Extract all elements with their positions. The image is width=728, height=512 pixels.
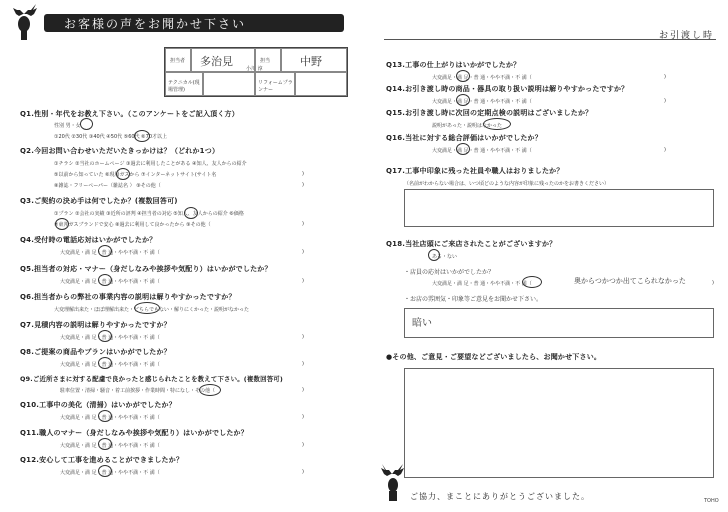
q18-close-paren: ) xyxy=(712,280,714,286)
question-q5: Q5.担当者の対応・マナー（身だしなみや挨拶や気配り）はいかがでしたか？ xyxy=(20,265,272,273)
reform-label: リフォームプランナー xyxy=(258,80,293,93)
staff-table xyxy=(164,47,348,97)
q5-close-paren: ) xyxy=(302,278,304,284)
q11-close-paren: ) xyxy=(302,442,304,448)
q18-answer-box xyxy=(404,308,714,338)
page-title: お客様の声をお聞かせ下さい xyxy=(64,17,247,31)
q10-scale: 大変満足・満 足・普 通・やや不満・不 満（ xyxy=(60,415,160,421)
q18-scale: 大変満足・満 足・普 通・やや不満・不 満（ xyxy=(432,281,532,287)
q13-scale: 大変満足・満 足・普 通・やや不満・不 満（ xyxy=(432,75,532,81)
tech-handwritten: 中野 xyxy=(300,55,322,68)
q18-sub2: ・お店の雰囲気・印象等ご意見をお聞かせ下さい。 xyxy=(404,296,543,303)
right-title-divider xyxy=(384,39,716,40)
q1-ages: ①20代 ②30代 ③40代 ④50代 ⑤60代 ⑥70才以上 xyxy=(54,134,168,140)
q3-circle-1 xyxy=(184,207,198,219)
sales-label: 担当者 xyxy=(170,58,186,64)
q8-circle xyxy=(98,357,112,369)
q7-circle xyxy=(98,330,112,342)
question-q2: Q2.今回お問い合わせいただいたきっかけは？（どれか1つ） xyxy=(20,147,220,155)
q2-close-paren-2: ) xyxy=(302,182,304,188)
q14-circle xyxy=(456,94,470,106)
other-comments-box xyxy=(404,368,714,478)
page-code: TOHO xyxy=(704,498,719,504)
tech-label: テクニカル(現場管理) xyxy=(168,80,200,93)
q13-circle xyxy=(456,70,470,82)
q3-options-2: ⑦東邦ガスブランドで安心 ⑧過去に利用して良かったから ⑨その他（ xyxy=(54,222,211,228)
q16-scale: 大変満足・満 足・普 通・やや不満・不 満（ xyxy=(432,148,532,154)
deer-footer-icon xyxy=(376,462,410,502)
q18-handwritten: 奥からつかつか出てこられなかった xyxy=(574,277,686,285)
q15-circle xyxy=(483,118,511,130)
q2-circle xyxy=(116,168,130,180)
q2-options-1: ①チラシ ②当社のホームページ ③過去に利用したことがある ④知人、友人からの紹介 xyxy=(54,161,247,167)
q9-options: 駐車位置・清掃・騒音・着工前挨拶・作業時間・特になし・その他（ xyxy=(60,388,216,394)
sales-handwritten: 多治見 xyxy=(200,55,233,68)
staff-tech-label-cell xyxy=(255,48,281,72)
thanks-message: ご協力、まことにありがとうございました。 xyxy=(410,492,590,501)
q18-scale-circle xyxy=(522,276,542,288)
staff-tech-name-cell xyxy=(281,48,347,72)
q9-circle xyxy=(199,384,221,396)
q8-close-paren: ) xyxy=(302,361,304,367)
q5-scale: 大変満足・満 足・普 通・やや不満・不 満（ xyxy=(60,279,160,285)
q9-close-paren: ) xyxy=(302,387,304,393)
q3-close-paren: ) xyxy=(302,221,304,227)
question-q4: Q4.受付時の電話応対はいかがでしたか？ xyxy=(20,236,157,244)
q1-age-circle xyxy=(134,130,150,142)
q7-scale: 大変満足・満 足・普 通・やや不満・不 満（ xyxy=(60,335,160,341)
q2-close-paren-1: ) xyxy=(302,171,304,177)
deer-logo-icon xyxy=(4,2,44,42)
q7-close-paren: ) xyxy=(302,334,304,340)
q11-scale: 大変満足・満 足・普 通・やや不満・不 満（ xyxy=(60,443,160,449)
q13-close-paren: ) xyxy=(664,74,666,80)
q12-scale: 大変満足・満 足・普 通・やや不満・不 満（ xyxy=(60,470,160,476)
question-q3: Q3.ご契約の決め手は何でしたか？(複数回答可) xyxy=(20,197,178,205)
q8-scale: 大変満足・満 足・普 通・やや不満・不 満（ xyxy=(60,362,160,368)
q17-answer-box xyxy=(404,189,714,227)
q18-circle xyxy=(428,249,440,261)
q6-options: 大変理解出来た・ほぼ理解出来た・どちらでもない・解りにくかった・説明がなかった xyxy=(54,307,249,313)
q18-sub1: ・店員の応対はいかがでしたか？ xyxy=(404,269,495,276)
staff-reform-cell xyxy=(255,72,295,96)
q4-close-paren: ) xyxy=(302,249,304,255)
question-q10: Q10.工事中の美化（清掃）はいかがでしたか？ xyxy=(20,401,176,409)
question-q11: Q11.職人のマナー（身だしなみや挨拶や気配り）はいかがでしたか？ xyxy=(20,429,248,437)
q14-close-paren: ) xyxy=(664,98,666,104)
q1-gender-circle xyxy=(80,118,93,130)
staff-sales-name-cell xyxy=(191,48,263,72)
q10-circle xyxy=(98,410,112,422)
q16-close-paren: ) xyxy=(664,147,666,153)
question-q1: Q1.性別・年代をお教え下さい。（このアンケートをご記入頂く方） xyxy=(20,110,239,118)
question-q8: Q8.ご提案の商品やプランはいかがでしたか？ xyxy=(20,348,171,356)
question-q14: Q14.お引き渡し時の商品・器具の取り扱い説明は解りやすかったですか？ xyxy=(386,85,629,93)
question-q6: Q6.担当者からの弊社の事業内容の説明は解りやすかったですか？ xyxy=(20,293,236,301)
question-q7: Q7.見積内容の説明は解りやすかったですか？ xyxy=(20,321,171,329)
q6-circle xyxy=(134,302,160,314)
q11-circle xyxy=(98,438,112,450)
q3-circle-2 xyxy=(55,218,69,230)
q3-options-1: ①プラン ②会社の実績 ③近所の評判 ④担当者の対応 ⑤知人、友人からの紹介 ⑥価格 xyxy=(54,211,244,217)
question-q18: Q18.当社店頭にご来店されたことがございますか？ xyxy=(386,240,557,248)
q12-close-paren: ) xyxy=(302,469,304,475)
q10-close-paren: ) xyxy=(302,414,304,420)
q2-options-2: ⑤以前から知っていた ⑥現場ガスから ⑦インターネットサイト(サイト名 xyxy=(54,172,217,178)
q15-options: 説明があった・説明はなかった xyxy=(432,123,502,129)
q12-circle xyxy=(98,465,112,477)
staff-sales-label-cell xyxy=(165,48,191,72)
q4-scale: 大変満足・満 足・普 通・やや不満・不 満（ xyxy=(60,250,160,256)
question-q15: Q15.お引き渡し時に次回の定期点検の説明はございましたか？ xyxy=(386,109,593,117)
question-q13: Q13.工事の仕上がりはいかがでしたか？ xyxy=(386,61,521,69)
question-q16: Q16.当社に対する総合評価はいかがでしたか？ xyxy=(386,134,542,142)
sales-name: 小川 淳 xyxy=(246,66,263,72)
q14-scale: 大変満足・満 足・普 通・やや不満・不 満（ xyxy=(432,99,532,105)
q18-box-handwritten: 暗い xyxy=(412,318,432,329)
q5-circle xyxy=(98,274,112,286)
question-q17: Q17.工事中印象に残った社員や職人はおりましたか？ xyxy=(386,167,564,175)
staff-tech-blank-cell xyxy=(203,72,255,96)
right-page-title: お引渡し時 xyxy=(658,31,714,41)
question-q12: Q12.安心して工事を進めることができましたか？ xyxy=(20,456,184,464)
q18-options: ある・ない xyxy=(432,254,458,260)
tech-staff-label: 担当 xyxy=(260,58,271,64)
q1-gender: 性別 男・女 xyxy=(54,123,81,129)
q2-options-3: ⑧雑誌・フリーペーパー（雑誌名 ） ⑨その他（ xyxy=(54,183,161,189)
q4-circle xyxy=(98,245,112,257)
staff-reform-blank-cell xyxy=(295,72,347,96)
other-comments-heading: ●その他、ご意見・ご要望などございましたら、お聞かせ下さい。 xyxy=(386,353,602,361)
question-q9: Q9.ご近所さまに対する配慮で良かったと感じられたことを教えて下さい。(複数回答可) xyxy=(20,375,283,383)
q17-note: （名前がわからない場合は、いつ頃どのような内容が印象に残ったのかをお書きください） xyxy=(404,181,610,187)
staff-tech-cell xyxy=(165,72,203,96)
q16-circle xyxy=(456,143,470,155)
